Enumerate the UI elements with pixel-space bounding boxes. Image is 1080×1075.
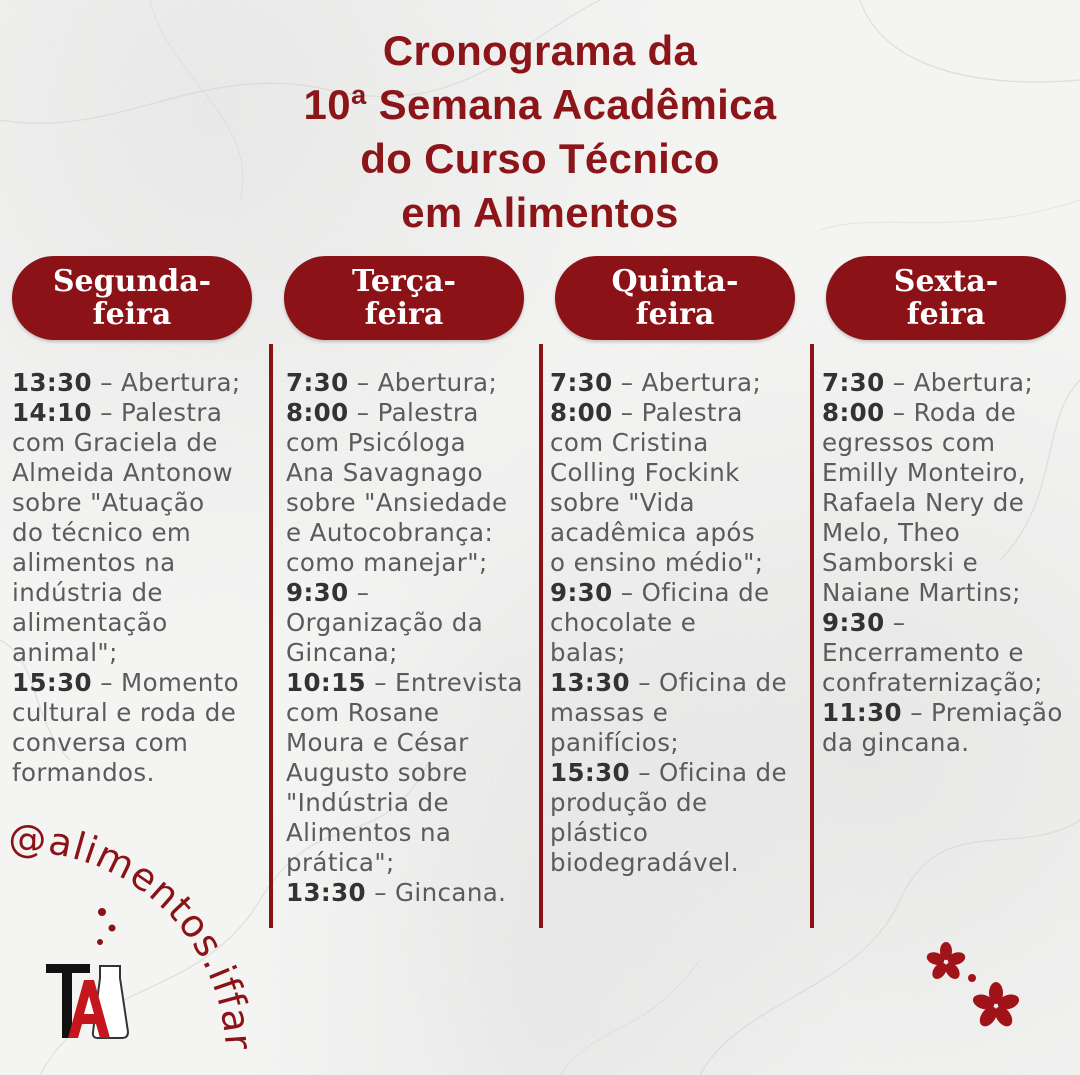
day-label: feira — [92, 297, 172, 332]
schedule-time: 9:30 — [286, 578, 349, 607]
schedule-text: – Abertura; — [884, 368, 1034, 397]
schedule-text: sobre "Atuação — [12, 488, 205, 517]
handle-text: @alimentos.iffar — [7, 816, 261, 1052]
schedule-line — [822, 608, 1080, 638]
schedule-time: 11:30 — [822, 698, 902, 727]
schedule-text: – Oficina de — [630, 758, 787, 787]
schedule-time: 9:30 — [822, 608, 885, 637]
schedule-text: acadêmica após — [550, 518, 755, 547]
schedule-text: do técnico em — [12, 518, 192, 547]
schedule-line — [550, 488, 812, 518]
schedule-line — [550, 578, 812, 608]
schedule-line — [550, 518, 812, 548]
schedule-time: 8:00 — [550, 398, 613, 427]
day-label: feira — [906, 297, 986, 332]
schedule-text: alimentos na — [12, 548, 176, 577]
schedule-text: Melo, Theo — [822, 518, 961, 547]
schedule-text: – Roda de — [884, 398, 1017, 427]
schedule-text: – — [884, 608, 906, 637]
schedule-line — [550, 728, 812, 758]
schedule-time: 13:30 — [286, 878, 366, 907]
schedule-text: cultural e roda de — [12, 698, 237, 727]
day-header-tuesday — [284, 256, 524, 340]
schedule-line — [822, 428, 1080, 458]
schedule-line — [822, 728, 1080, 758]
schedule-text: prática"; — [286, 848, 395, 877]
schedule-line — [822, 518, 1080, 548]
schedule-line — [286, 848, 548, 878]
schedule-line — [550, 368, 812, 398]
schedule-line — [822, 698, 1080, 728]
schedule-line — [286, 548, 548, 578]
title-line: em Alimentos — [401, 189, 679, 236]
title-line: do Curso Técnico — [360, 135, 720, 182]
schedule-line — [286, 578, 548, 608]
schedule-line — [822, 548, 1080, 578]
day-label: feira — [364, 297, 444, 332]
schedule-time: 8:00 — [822, 398, 885, 427]
schedule-thursday — [550, 368, 812, 878]
schedule-text: confraternização; — [822, 668, 1043, 697]
schedule-text: Moura e César — [286, 728, 469, 757]
schedule-text: e Autocobrança: — [286, 518, 494, 547]
schedule-text: – Oficina de — [612, 578, 770, 607]
schedule-text: como manejar"; — [286, 548, 488, 577]
schedule-line — [550, 818, 812, 848]
schedule-text: balas; — [550, 638, 626, 667]
schedule-text: sobre "Ansiedade — [286, 488, 508, 517]
schedule-text: Colling Fockink — [550, 458, 740, 487]
schedule-text: "Indústria de — [286, 788, 449, 817]
schedule-time: 13:30 — [12, 368, 92, 397]
day-label: Quinta- — [611, 264, 739, 299]
schedule-line — [286, 518, 548, 548]
schedule-time: 14:10 — [12, 398, 92, 427]
schedule-time: 9:30 — [550, 578, 613, 607]
schedule-text: Alimentos na — [286, 818, 452, 847]
schedule-line — [286, 368, 548, 398]
schedule-time: 8:00 — [286, 398, 349, 427]
schedule-text: Samborski e — [822, 548, 979, 577]
schedule-text: animal"; — [12, 638, 118, 667]
schedule-text: Emilly Monteiro, — [822, 458, 1026, 487]
schedule-line — [822, 638, 1080, 668]
schedule-text: produção de — [550, 788, 708, 817]
bubbles-icon — [97, 908, 116, 945]
schedule-line — [822, 368, 1080, 398]
schedule-text: conversa com — [12, 728, 189, 757]
title-line: 10ª Semana Acadêmica — [303, 81, 777, 128]
schedule-text: alimentação — [12, 608, 168, 637]
schedule-line — [286, 758, 548, 788]
schedule-text: – Abertura; — [348, 368, 498, 397]
schedule-text: Augusto sobre — [286, 758, 468, 787]
schedule-text: egressos com — [822, 428, 996, 457]
schedule-line — [286, 428, 548, 458]
schedule-tuesday — [286, 368, 548, 908]
schedule-text: Naiane Martins; — [822, 578, 1021, 607]
schedule-line — [286, 608, 548, 638]
schedule-text: – Palestra — [92, 398, 223, 427]
schedule-text: – Abertura; — [612, 368, 762, 397]
ta-logo-icon — [44, 958, 134, 1040]
schedule-line — [286, 458, 548, 488]
day-header-friday — [826, 256, 1066, 340]
schedule-text: – Palestra — [612, 398, 743, 427]
schedule-line — [550, 398, 812, 428]
schedule-time: 7:30 — [550, 368, 613, 397]
schedule-line — [822, 578, 1080, 608]
title-line: Cronograma da — [382, 27, 698, 74]
schedule-line — [550, 788, 812, 818]
schedule-text: chocolate e — [550, 608, 697, 637]
schedule-line — [286, 488, 548, 518]
schedule-time: 7:30 — [822, 368, 885, 397]
schedule-line — [550, 848, 812, 878]
schedule-line — [550, 608, 812, 638]
day-label: Segunda- — [52, 264, 212, 299]
schedule-text: – Palestra — [348, 398, 479, 427]
schedule-line — [822, 458, 1080, 488]
schedule-line — [286, 728, 548, 758]
schedule-text: indústria de — [12, 578, 163, 607]
day-label: Terça- — [352, 264, 456, 299]
schedule-text: Almeida Antonow — [12, 458, 234, 487]
day-label: feira — [635, 297, 715, 332]
schedule-text: biodegradável. — [550, 848, 739, 877]
schedule-text: – — [348, 578, 370, 607]
schedule-text: o ensino médio"; — [550, 548, 764, 577]
schedule-line — [550, 428, 812, 458]
schedule-text: da gincana. — [822, 728, 970, 757]
schedule-line — [550, 758, 812, 788]
schedule-line — [550, 548, 812, 578]
schedule-text: Rafaela Nery de — [822, 488, 1025, 517]
schedule-text: – Premiação — [902, 698, 1063, 727]
schedule-text: com Psicóloga — [286, 428, 467, 457]
instagram-handle — [0, 0, 300, 1075]
schedule-line — [822, 668, 1080, 698]
schedule-text: plástico — [550, 818, 649, 847]
schedule-text: Gincana; — [286, 638, 398, 667]
schedule-line — [822, 488, 1080, 518]
schedule-line — [286, 398, 548, 428]
schedule-time: 15:30 — [550, 758, 630, 787]
schedule-text: – Oficina de — [630, 668, 787, 697]
schedule-text: – Abertura; — [92, 368, 241, 397]
schedule-text: com Graciela de — [12, 428, 218, 457]
schedule-text: formandos. — [12, 758, 155, 787]
schedule-line — [286, 818, 548, 848]
schedule-time: 7:30 — [286, 368, 349, 397]
schedule-time: 10:15 — [286, 668, 366, 697]
schedule-line — [286, 698, 548, 728]
day-label: Sexta- — [893, 264, 999, 299]
schedule-line — [550, 668, 812, 698]
flower-decoration-icon — [918, 936, 1028, 1036]
schedule-line — [822, 398, 1080, 428]
schedule-line — [550, 458, 812, 488]
schedule-friday — [822, 368, 1080, 758]
schedule-line — [550, 698, 812, 728]
schedule-text: sobre "Vida — [550, 488, 695, 517]
schedule-text: Organização da — [286, 608, 484, 637]
schedule-text: – Momento — [92, 668, 240, 697]
schedule-line — [286, 668, 548, 698]
schedule-line — [286, 878, 548, 908]
schedule-text: – Entrevista — [366, 668, 523, 697]
schedule-text: com Cristina — [550, 428, 709, 457]
schedule-text: Encerramento e — [822, 638, 1024, 667]
schedule-text: Ana Savagnago — [286, 458, 484, 487]
schedule-text: – Gincana. — [366, 878, 507, 907]
schedule-line — [550, 638, 812, 668]
schedule-text: com Rosane — [286, 698, 440, 727]
schedule-line — [286, 638, 548, 668]
schedule-time: 15:30 — [12, 668, 92, 697]
schedule-line — [286, 788, 548, 818]
day-header-thursday — [555, 256, 795, 340]
schedule-text: massas e — [550, 698, 669, 727]
schedule-time: 13:30 — [550, 668, 630, 697]
schedule-text: panifícios; — [550, 728, 680, 757]
